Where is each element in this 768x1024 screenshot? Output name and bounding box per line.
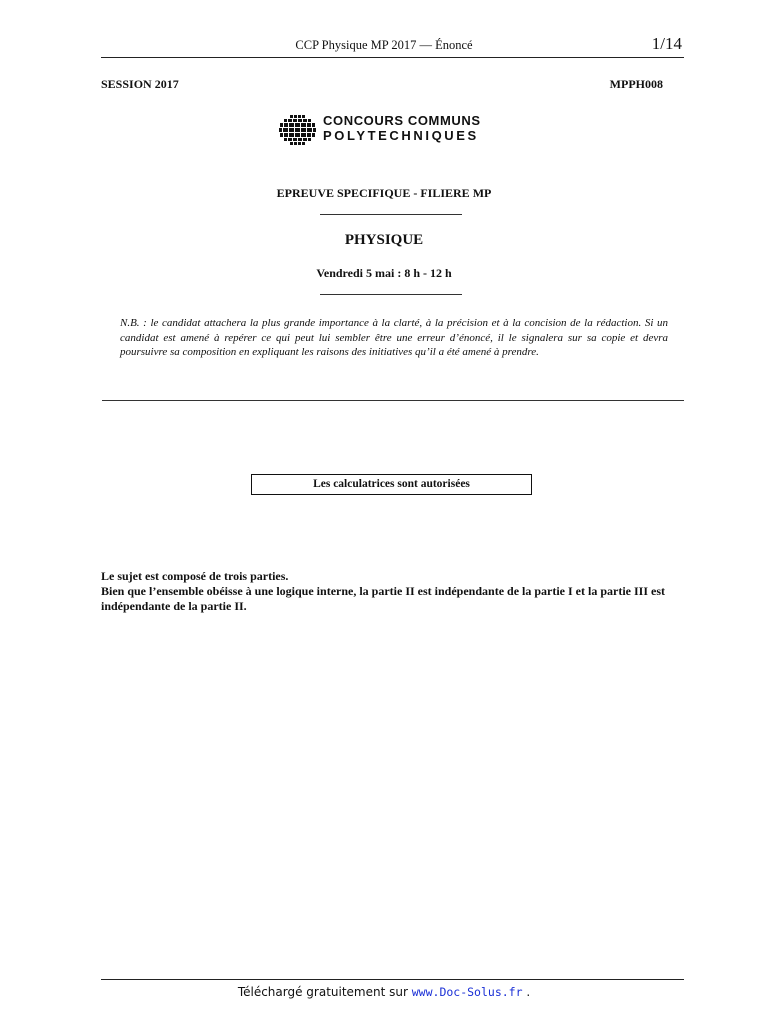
intro-text xyxy=(101,569,685,614)
ccp-logo-icon xyxy=(278,114,318,146)
logo-line-2: POLYTECHNIQUES xyxy=(323,128,479,143)
calculators-notice: Les calculatrices sont autorisées xyxy=(251,474,532,495)
title-rule-1 xyxy=(320,214,462,215)
title-rule-2 xyxy=(320,294,462,295)
footer xyxy=(0,985,768,999)
running-header-title: CCP Physique MP 2017 — Énoncé xyxy=(295,38,473,52)
intro-line-2: Bien que l’ensemble obéisse à une logique interne, la partie II est indépendante de la partie I et la partie III est indépendante de la partie II. xyxy=(101,584,665,613)
logo-line-1: CONCOURS COMMUNS xyxy=(323,113,481,128)
section-rule xyxy=(102,400,684,401)
footer-rule xyxy=(101,979,684,980)
header-rule xyxy=(101,57,684,58)
footer-suffix: . xyxy=(526,985,531,999)
exam-code: MPPH008 xyxy=(609,77,663,91)
exam-date: Vendredi 5 mai : 8 h - 12 h xyxy=(316,266,452,280)
subject-title: PHYSIQUE xyxy=(344,232,424,248)
footer-prefix: Téléchargé gratuitement sur xyxy=(237,985,408,999)
ccp-logo-text xyxy=(323,113,481,144)
session-label: SESSION 2017 xyxy=(101,77,179,91)
nb-notice: N.B. : le candidat attachera la plus grande importance à la clarté, à la précision et à la concision de la rédaction. Si un candidat est amené à repérer ce qui peut lui sembler être une erreur d’énoncé, il le signalera sur sa copie et devra poursuivre sa composition en expliquant les raisons des initiatives qu’il a été amené à prendre. xyxy=(120,317,668,358)
epreuve-title: EPREUVE SPECIFIQUE - FILIERE MP xyxy=(276,186,492,200)
page-number: 1/14 xyxy=(651,34,682,53)
intro-line-1: Le sujet est composé de trois parties. xyxy=(101,569,289,583)
footer-link[interactable]: www.Doc-Solus.fr xyxy=(411,985,523,999)
